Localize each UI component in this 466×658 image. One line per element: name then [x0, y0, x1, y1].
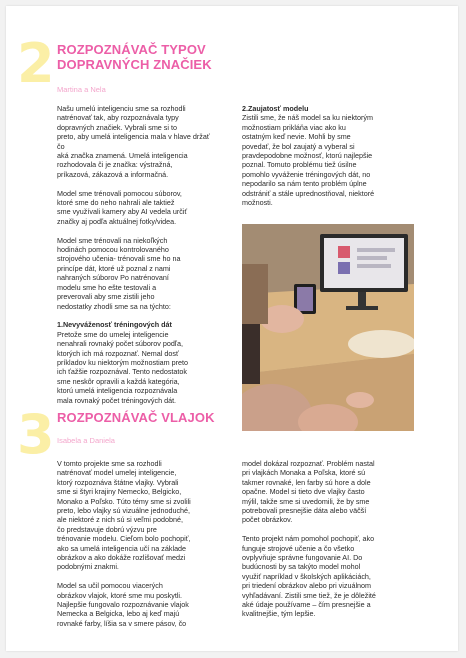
flags-right-column [242, 459, 417, 628]
flags-left-column [57, 459, 227, 638]
paragraph: model dokázal rozpoznať. Problém nastal pri vlajkách Monaka a Poľska, ktoré sú takmer rovnaké, len farby sú hore a dole opačne. Model si tieto dve vlajky často mýlil, takže sme si uvedomili, že by sme potrebovali presnejšie dáta alebo väčší počet obrázkov. [242, 459, 375, 525]
issue-1-title: 1.Nevyváženosť tréningových dát [57, 320, 172, 330]
issue-1-text: Pretože sme do umelej inteligencie nenahrali rovnaký počet súborov podľa, ktorých ich má rozpoznať. Nemal dosť príkladov ku niektorým možnostiam preto ich ťažšie rozpoznával. Tento nedostatok sme neskôr opravili a každá kategória, ktorú umelá inteligencia rozpoznávala mala rovnaký počet tréningových dát. [57, 329, 189, 405]
paragraph: V tomto projekte sme sa rozhodli natrénovať model umelej inteligencie, ktorý rozpoznáva štátne vlajky. Vybrali sme si štyri krajiny Nemecko, Belgicko, Monako a Poľsko. Túto témy sme si zvolili preto, lebo vlajky sú vizuálne jednoduché, ale niektoré z nich sú si veľmi podobné, čo predstavuje dobrú výzvu pre trénovanie modelu. Cieľom bolo pochopiť, ako sa umelá inteligencia učí na základe obrázkov a ako dokáže rozlišovať medzi podobnými znakmi. [57, 459, 191, 572]
traffic-signs-left-column [57, 104, 217, 414]
paragraph: Tento projekt nám pomohol pochopiť, ako funguje strojové učenie a čo všetko ovplyvňuje správne fungovanie AI. Do budúcnosti by sa takýto model mohol využiť napríklad v školských aplikáciách, pri triedení obrázkov alebo pri vizuálnom vyhľadávaní. Zistili sme tiež, že je dôležité aké údaje používame – čím presnejšie a kvalitnejšie, tým lepšie. [242, 534, 376, 619]
section-title-flags: ROZPOZNÁVAČ VLAJOK [57, 410, 215, 425]
paragraph: Model sme trénovali na niekoľkých hodinách pomocou kontrolovaného strojového učenia- trénovali sme ho na princípe dát, ktoré už poznal z nami nahraných súborov Po natrénovaní modelu sme ho ešte testovali a preverovali aby sme zistili jeho nedostatky zhodli sme sa na týchto: [57, 235, 181, 311]
section-number-3: 3 [17, 403, 55, 466]
paragraph: Model sme trénovali pomocou súborov, ktoré sme do neho nahrali ale taktiež sme využívali kamery aby AI vedela určiť značky aj podľa aktuálnej fotky/videa. [57, 188, 188, 226]
section-authors-traffic-signs: Martina a Nela [57, 85, 106, 94]
paragraph: Model sa učil pomocou viacerých obrázkov vlajok, ktoré sme mu poskytli. Najlepšie fungovalo rozpoznávanie vlajok Nemecka a Belgicka, lebo aj keď majú rovnaké farby, líšia sa v smere pásov, čo [57, 581, 189, 628]
section-authors-flags: Isabela a Daniela [57, 436, 115, 445]
classroom-photo [242, 224, 414, 431]
issue-2-block [242, 104, 412, 207]
paragraph: Našu umelú inteligenciu sme sa rozhodli natrénovať tak, aby rozpoznávala typy dopravných značiek. Vybrali sme si to preto, aby umelá inteligencia mala v hlave držať čo aká značka znamená. Umelá inteligencia rozhodovala či je značka: výstražná, príkazová, zákazová a informačná. [57, 104, 210, 179]
section-number-2: 2 [17, 32, 55, 95]
issue-1-block [57, 320, 217, 405]
issue-2-title: 2.Zaujatosť modelu [242, 104, 309, 113]
issue-2-text: Zistili sme, že náš model sa ku niektorým možnostiam prikláňa viac ako ku ostatným keď nevie. Mohli by sme povedať, že bol zaujatý a vyberal si pravdepodobne možnosť, ktorú najlepšie poznal. Tomuto problému tiež úsilne pomohlo vyváženie tréningových dát, no nepodarilo sa nám tento problém úplne odstrániť a stále uprednostňoval, niektoré možnosti. [242, 113, 375, 208]
traffic-signs-right-column [242, 104, 412, 217]
section-title-traffic-signs: ROZPOZNÁVAČ TYPOV DOPRAVNÝCH ZNAČIEK [57, 42, 212, 72]
document-page [6, 6, 458, 651]
